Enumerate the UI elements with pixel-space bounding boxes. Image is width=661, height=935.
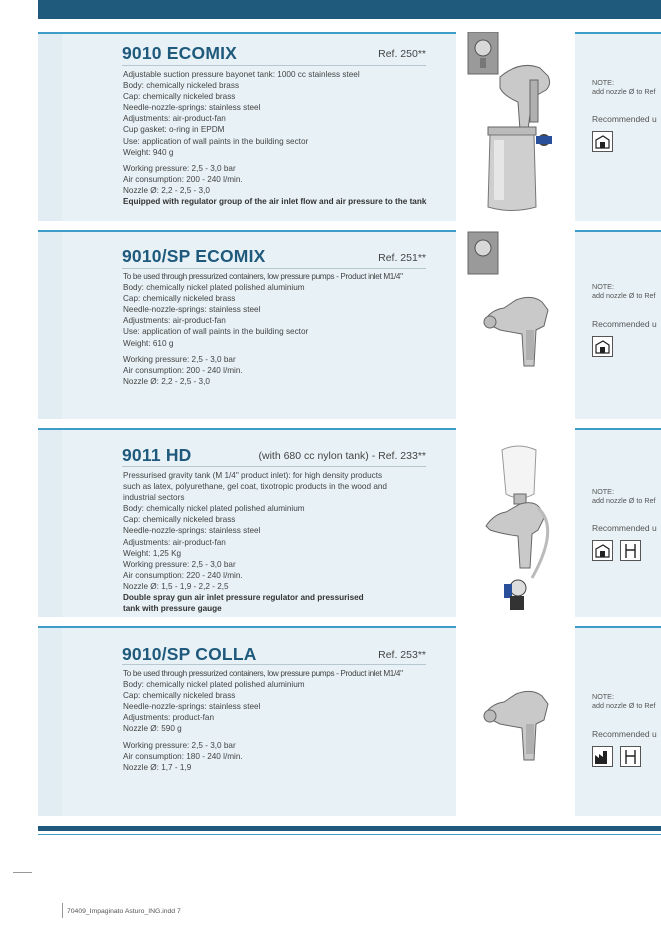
desc-line: Cap: chemically nickeled brass — [123, 515, 236, 525]
spec-line: Air consumption: 200 - 240 l/min. — [123, 174, 243, 184]
section-strip — [38, 232, 62, 419]
bottom-rule — [38, 834, 661, 835]
recommended-label: Recommended u — [592, 729, 657, 739]
desc-line: industrial sectors — [123, 493, 185, 503]
spec-line: Working pressure: 2,5 - 3,0 bar — [123, 354, 236, 364]
desc-line: Weight: 610 g — [123, 338, 174, 348]
note-label: NOTE: — [592, 692, 614, 701]
desc-line: Cap: chemically nickeled brass — [123, 294, 236, 304]
spray-gun-with-bottom-tank-image — [460, 32, 572, 221]
section-strip — [38, 34, 62, 221]
product-description — [123, 668, 403, 773]
product-image-9011-hd — [460, 428, 572, 617]
wood-furniture-icon — [620, 540, 641, 561]
product-image-9010-sp-colla — [460, 626, 572, 816]
product-title: 9010/SP COLLA — [122, 644, 257, 664]
product-section-9010-sp-colla — [38, 626, 456, 816]
desc-line: Needle-nozzle-springs: stainless steel — [123, 526, 261, 536]
desc-line: Cap: chemically nickeled brass — [123, 92, 236, 102]
product-ref: Ref. 250** — [378, 48, 426, 60]
spec-line: Air consumption: 200 - 240 l/min. — [123, 365, 243, 375]
building-sector-icon — [592, 131, 613, 152]
desc-line: Cup gasket: o-ring in EPDM — [123, 125, 225, 135]
feature-note: Equipped with regulator group of the air inlet flow and air pressure to the tank — [123, 197, 427, 207]
spec-line: Working pressure: 2,5 - 3,0 bar — [123, 740, 236, 750]
desc-line: To be used through pressurized containers, low pressure pumps - Product inlet M1/4" — [123, 272, 403, 281]
crop-mark — [62, 903, 63, 918]
product-description — [123, 470, 387, 614]
product-ref: Ref. 251** — [378, 252, 426, 264]
desc-line: Needle-nozzle-springs: stainless steel — [123, 702, 261, 712]
product-description — [123, 69, 426, 207]
desc-line: Adjustable suction pressure bayonet tank: 1000 cc stainless steel — [123, 70, 360, 79]
note-label: NOTE: — [592, 282, 614, 291]
desc-line: Weight: 940 g — [123, 147, 174, 157]
desc-line: To be used through pressurized containers, low pressure pumps - Product inlet M1/4" — [123, 669, 403, 678]
pressure-spray-gun-image — [460, 230, 572, 419]
bottom-bar — [38, 826, 661, 831]
recommended-label: Recommended u — [592, 319, 657, 329]
note-label: NOTE: — [592, 78, 614, 87]
desc-line: Adjustments: product-fan — [123, 713, 215, 723]
product-title: 9010/SP ECOMIX — [122, 246, 266, 266]
title-rule — [122, 65, 426, 66]
desc-line: Cap: chemically nickeled brass — [123, 691, 236, 701]
building-sector-icon — [592, 540, 613, 561]
spec-line: Nozzle Ø: 1,5 - 1,9 - 2,2 - 2,5 — [123, 581, 229, 591]
right-panel — [575, 32, 661, 221]
spec-line: Air consumption: 220 - 240 l/min. — [123, 570, 243, 580]
note-label: NOTE: — [592, 487, 614, 496]
desc-line: Adjustments: air-product-fan — [123, 316, 226, 326]
desc-line: Body: chemically nickel plated polished aluminium — [123, 504, 305, 514]
note-text: add nozzle Ø to Ref — [592, 87, 656, 96]
desc-line: Pressurised gravity tank (M 1/4" product inlet): for high density products — [123, 471, 383, 480]
spec-line: Nozzle Ø: 2,2 - 2,5 - 3,0 — [123, 376, 210, 386]
top-bar — [38, 0, 661, 19]
note-text: add nozzle Ø to Ref — [592, 496, 656, 505]
right-panel — [575, 428, 661, 617]
product-title: 9010 ECOMIX — [122, 43, 238, 63]
section-strip — [38, 628, 62, 816]
industrial-sector-icon — [592, 746, 613, 767]
building-sector-icon — [592, 336, 613, 357]
spec-line: Nozzle Ø: 2,2 - 2,5 - 3,0 — [123, 185, 210, 195]
desc-line: Body: chemically nickeled brass — [123, 81, 240, 91]
spec-line: Air consumption: 180 - 240 l/min. — [123, 751, 243, 761]
feature-note: tank with pressure gauge — [123, 604, 222, 614]
desc-line: Adjustments: air-product-fan — [123, 537, 226, 547]
feature-note: Double spray gun air inlet pressure regulator and pressurised — [123, 593, 364, 603]
section-strip — [38, 430, 62, 617]
desc-line: such as latex, polyurethane, gel coat, tixotropic products in the wood and — [123, 482, 387, 492]
desc-line: Body: chemically nickel plated polished aluminium — [123, 680, 305, 690]
file-footer: 70409_Impaginato Asturo_ING.indd 7 — [67, 908, 181, 915]
wood-furniture-icon — [620, 746, 641, 767]
product-section-9010-sp-ecomix — [38, 230, 456, 419]
spec-line: Working pressure: 2,5 - 3,0 bar — [123, 559, 236, 569]
title-rule — [122, 664, 426, 665]
gravity-tank-spray-gun-image — [460, 428, 572, 617]
note-text: add nozzle Ø to Ref — [592, 291, 656, 300]
recommended-label: Recommended u — [592, 114, 657, 124]
desc-line: Needle-nozzle-springs: stainless steel — [123, 305, 261, 315]
product-ref: Ref. 253** — [378, 649, 426, 661]
desc-line: Needle-nozzle-springs: stainless steel — [123, 103, 261, 113]
right-panel — [575, 230, 661, 419]
title-rule — [122, 268, 426, 269]
note-text: add nozzle Ø to Ref — [592, 701, 656, 710]
product-ref: (with 680 cc nylon tank) - Ref. 233** — [258, 450, 426, 462]
product-image-9010-sp-ecomix — [460, 230, 572, 419]
desc-line: Use: application of wall paints in the building sector — [123, 327, 309, 337]
product-image-9010-ecomix — [460, 32, 572, 221]
right-panel — [575, 626, 661, 816]
desc-line: Use: application of wall paints in the building sector — [123, 136, 309, 146]
crop-mark — [13, 872, 32, 873]
recommended-label: Recommended u — [592, 523, 657, 533]
desc-line: Weight: 1,25 Kg — [123, 548, 182, 558]
spec-line: Nozzle Ø: 1,7 - 1,9 — [123, 762, 192, 772]
glue-spray-gun-image — [460, 626, 572, 816]
desc-line: Body: chemically nickel plated polished aluminium — [123, 283, 305, 293]
product-description — [123, 271, 403, 387]
desc-line: Nozzle Ø: 590 g — [123, 724, 182, 734]
desc-line: Adjustments: air-product-fan — [123, 114, 226, 124]
spec-line: Working pressure: 2,5 - 3,0 bar — [123, 163, 236, 173]
product-section-9011-hd — [38, 428, 456, 617]
title-rule — [122, 466, 426, 467]
product-section-9010-ecomix — [38, 32, 456, 221]
product-title: 9011 HD — [122, 445, 192, 465]
